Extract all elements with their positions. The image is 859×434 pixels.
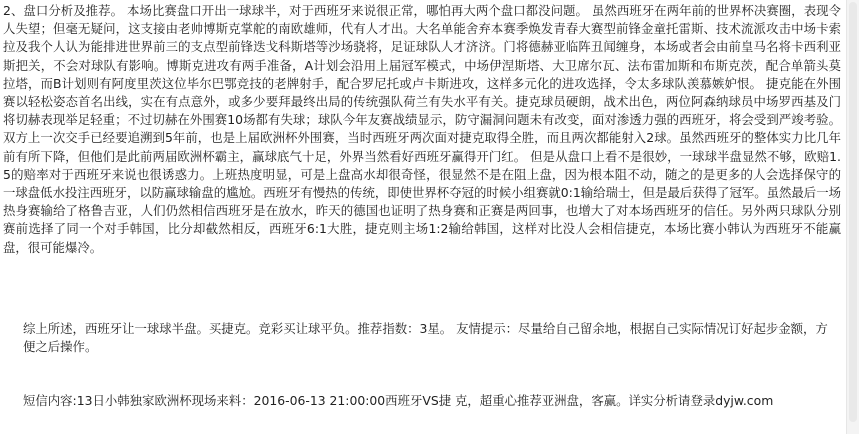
summary-paragraph: 综上所述，西班牙让一球球半盘。买捷克。竞彩买让球平负。推荐指数：3星。 友情提示：尽量给自己留余地，根据自己实际情况订好起步金额，方便之后操作。 — [23, 321, 828, 355]
analysis-paragraph: 2、盘口分析及推荐。 本场比赛盘口开出一球球半，对于西班牙来说很正常，哪怕再大两个盘口都没问题。 虽然西班牙在两年前的世界杯决赛圈，表现令人失望；但毫无疑问，这支接由老帅博斯克掌舵的南欧雄师，代有人才出。大名单能舍弃本赛季焕发青春大赛型前锋金童托雷斯、技术流派攻击中场卡索拉及我个人认为能排进世界前三的支点型前锋迭戈科斯塔等沙场骁将，足证球队人才济济。门将德赫亚临阵丑闻缠身，本场或者会由前皇马名将卡西利亚斯把关，不会对球队有影响。博斯克进攻有两手准备，A计划会沿用上届冠军模式，中场伊涅斯塔、大卫席尔瓦、法布雷加斯和布斯克茨，配合单箭头莫拉塔，而B计划则有阿度里茨这位毕尔巴鄂竞技的老牌射手，配合罗尼托或卢卡斯进攻，这样多元化的进攻选择，令太多球队羡慕嫉妒恨。 捷克能在外围赛以轻松姿态首名出线，实在有点意外，或多少要拜最终出局的传统强队荷兰有失水平有关。捷克球员硬朗，战术出色，两位阿森纳球员中场罗西基及门将切赫表现举足轻重；不过切赫在外围赛10场都有失球；球队今年友赛战绩显示，防守漏洞问题未有改变，面对渗透力强的西班牙，将会受到严竣考验。 双方上一次交手已经要追溯到5年前，也是上届欧洲杯外围赛，当时西班牙两次面对捷克取得全胜，而且两次都能射入2球。虽然西班牙的整体实力比几年前有所下降，但他们是此前两届欧洲杯霸主，赢球底气十足，外界当然看好西班牙赢得开门红。 但是从盘口上看不是很妙，一球球半盘显然不够，欧赔1.5的赔率对于西班牙来说也很诱惑力。上班热度明显，可是上盘高水却很奇怪，很显然不是在阻上盘，因为根本阻不动，随之的是更多的人会选择保守的一球盘低水投注西班牙，以防赢球输盘的尴尬。西班牙有慢热的传统，即使世界杯夺冠的时候小组赛就0:1输给瑞士，但是最后获得了冠军。虽然最后一场热身赛输给了格鲁吉亚，人们仍然相信西班牙是在放水，昨天的德国也证明了热身赛和正赛是两回事，也增大了对本场西班牙的信任。另外两只球队分别赛前选择了同一个对手韩国，比分却截然相反，西班牙6:1大胜，捷克则主场1:2输给韩国，这样对比没人会相信捷克，本场比赛小韩认为西班牙不能赢盘，很可能爆冷。 — [3, 3, 841, 255]
vertical-scrollbar[interactable] — [846, 0, 859, 434]
sms-content-line: 短信内容:13日小韩独家欧洲杯现场来料：2016-06-13 21:00:00西班牙VS捷 克，超重心推荐亚洲盘，客赢。详实分析请登录dyjw.com — [23, 393, 774, 408]
article-body — [3, 2, 841, 257]
scrollbar-thumb[interactable] — [849, 2, 857, 422]
